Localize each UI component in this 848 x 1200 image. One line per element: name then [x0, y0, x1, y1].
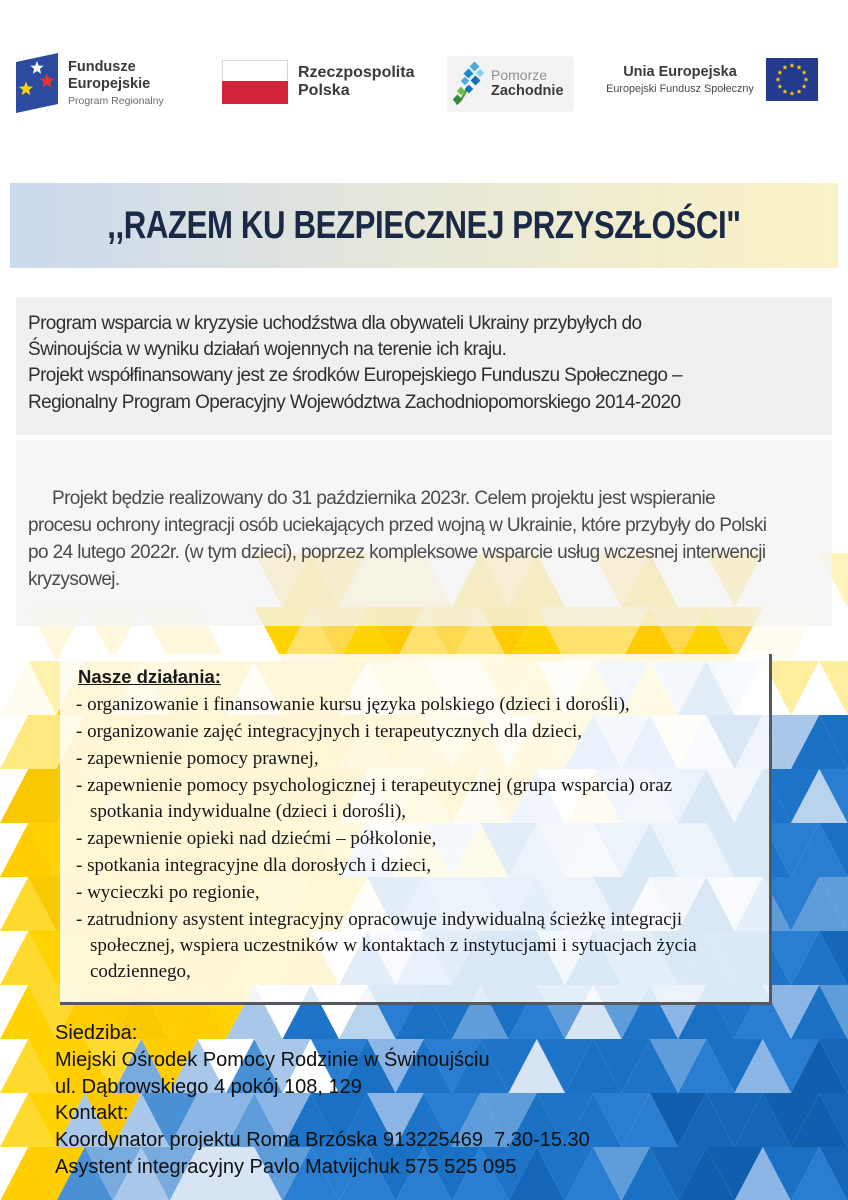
activity-item: - organizowanie i finansowanie kursu języka polskiego (dzieci i dorośli),: [76, 694, 630, 715]
activity-item: - spotkania integracyjne dla dorosłych i dzieci,: [76, 855, 432, 877]
unia-europejska-logo: [604, 58, 818, 101]
contact-line: Siedziba:: [55, 1022, 138, 1044]
description-line: Świnoujścia w wyniku działań wojennych na terenie ich kraju.: [28, 339, 507, 361]
poland-flag-icon: [222, 60, 288, 104]
fundusze-line2: Europejskie: [68, 75, 151, 92]
activity-item: - zatrudniony asystent integracyjny opracowuje indywidualną ścieżkę integracji społecznej, wspiera uczestników w kontaktach z instytucjami i sytuacjach życia codziennego,: [76, 909, 697, 983]
program-description: [16, 297, 832, 435]
poland-line2: Polska: [298, 82, 350, 99]
fundusze-line3: Program Regionalny: [68, 94, 164, 107]
contact-block: [55, 1020, 590, 1181]
description-line: Projekt współfinansowany jest ze środków Europejskiego Funduszu Społecznego –: [28, 365, 683, 387]
title-banner: [10, 183, 838, 268]
pomorze-zachodnie-logo: [447, 56, 574, 112]
fundusze-europejskie-logo: [14, 52, 164, 114]
pomorze-sprig-icon: [453, 61, 485, 107]
activity-item: - zapewnienie pomocy prawnej,: [76, 748, 319, 770]
poland-line1: Rzeczpospolita: [298, 63, 415, 81]
ue-line2: Europejski Fundusz Społeczny: [606, 82, 754, 95]
eu-flag-icon: [766, 58, 818, 101]
activities-box: [60, 654, 772, 1005]
logo-strip: [0, 52, 848, 122]
contact-line: ul. Dąbrowskiego 4 pokój 108, 129: [55, 1075, 362, 1098]
poster-title: ,,RAZEM KU BEZPIECZNEJ PRZYSZŁOŚCI": [107, 203, 741, 247]
activity-item: - organizowanie zajęć integracyjnych i terapeutycznych dla dzieci,: [76, 721, 583, 743]
description-line: Regionalny Program Operacyjny Województwa Zachodniopomorskiego 2014-2020: [28, 391, 681, 413]
activities-heading: Nasze działania:: [78, 666, 221, 687]
contact-line: Miejski Ośrodek Pomocy Rodzinie w Świnoujściu: [55, 1048, 490, 1071]
contact-line: Koordynator projektu Roma Brzóska 913225469 7.30-15.30: [55, 1129, 590, 1152]
goal-line: kryzysowej.: [28, 568, 120, 590]
pomorze-line2: Zachodnie: [491, 83, 564, 100]
project-goal: [16, 440, 832, 626]
contact-line: Kontakt:: [55, 1102, 129, 1125]
ue-line1: Unia Europejska: [623, 64, 737, 81]
goal-line: procesu ochrony integracji osób uciekających przed wojną w Ukrainie, które przybyły do Polski: [28, 514, 767, 536]
activity-item: - zapewnienie pomocy psychologicznej i terapeutycznej (grupa wsparcia) oraz spotkania indywidualne (dzieci i dorośli),: [76, 775, 673, 823]
goal-line: po 24 lutego 2022r. (w tym dzieci), poprzez kompleksowe wsparcie usług wczesnej interwencji: [28, 541, 766, 563]
pomorze-line1: Pomorze: [491, 66, 548, 83]
description-line: Program wsparcia w kryzysie uchodźstwa dla obywateli Ukrainy przybyłych do: [28, 313, 642, 334]
fundusze-flag-icon: [14, 52, 60, 114]
contact-line: Asystent integracyjny Pavlo Matvijchuk 575 525 095: [55, 1155, 517, 1178]
rzeczpospolita-polska-logo: [222, 60, 414, 104]
fundusze-line1: Fundusze: [68, 59, 136, 76]
goal-line: Projekt będzie realizowany do 31 października 2023r. Celem projektu jest wspieranie: [52, 488, 716, 509]
activity-item: - zapewnienie opieki nad dziećmi – półkolonie,: [76, 828, 437, 850]
activity-item: - wycieczki po regionie,: [76, 882, 260, 904]
